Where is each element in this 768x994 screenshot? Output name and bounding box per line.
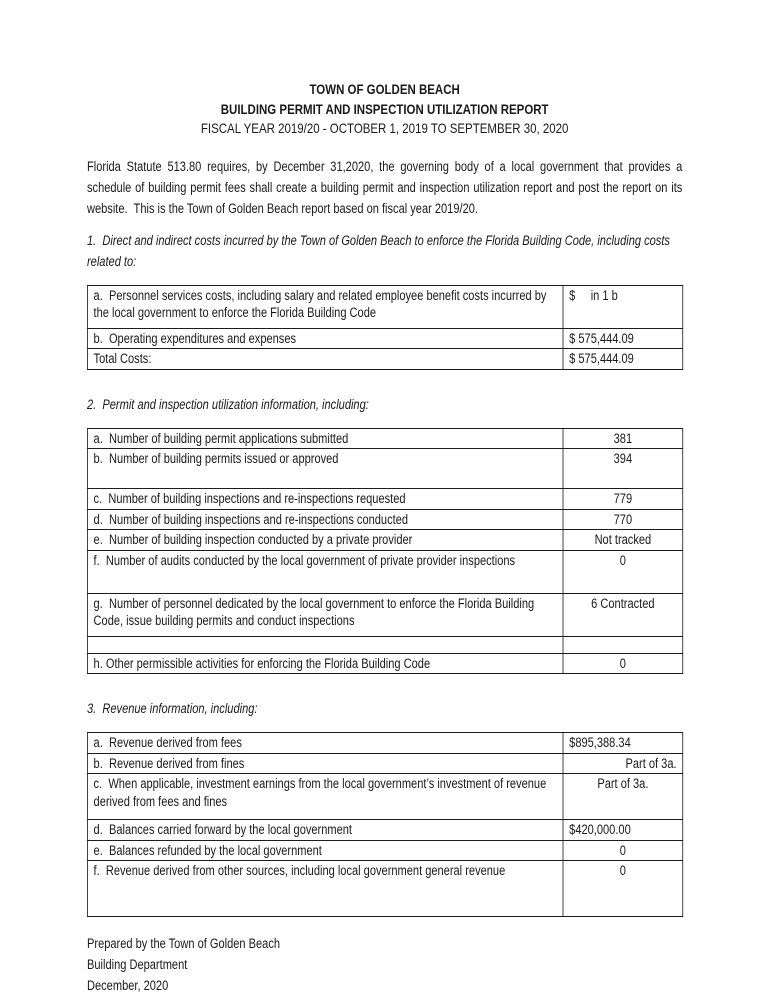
doc-subtitle-fiscal-year: FISCAL YEAR 2019/20 - OCTOBER 1, 2019 TO SEPTEMBER 30, 2020 (200, 120, 569, 136)
table-row-total (87, 349, 682, 370)
row-value: 779 (563, 489, 683, 510)
table-row (87, 328, 682, 349)
intro-paragraph: Florida Statute 513.80 requires, by December 31,2020, the governing body of a local government that provides a schedule of building permit fees shall create a building permit and inspection utilization report and post the report on its website. This is the Town of Golden Beach report based on fiscal year 2019/20. (87, 158, 686, 216)
table-row (87, 489, 682, 510)
footer-prepared-by: Prepared by the Town of Golden Beach (87, 936, 281, 951)
table-row (87, 733, 682, 754)
row-label: h. Other permissible activities for enforcing the Florida Building Code (87, 653, 563, 674)
row-value: 0 (563, 861, 683, 917)
row-value: 0 (563, 840, 683, 861)
row-value: $ 575,444.09 (563, 349, 683, 370)
table-row (87, 820, 682, 841)
row-label: b. Operating expenditures and expenses (87, 328, 563, 349)
row-value: Part of 3a. (563, 753, 683, 774)
row-value: $ in 1 b (563, 285, 683, 328)
row-label: e. Number of building inspection conducted by a private provider (87, 530, 563, 551)
row-label: c. When applicable, investment earnings from the local government’s investment of revenue derived from fees and fines (87, 774, 563, 820)
row-value: $ 575,444.09 (563, 328, 683, 349)
section2-heading: 2. Permit and inspection utilization information, including: (87, 396, 369, 412)
doc-title-line-2: BUILDING PERMIT AND INSPECTION UTILIZATION REPORT (220, 100, 549, 117)
row-value (563, 636, 683, 653)
row-label: d. Balances carried forward by the local government (87, 820, 563, 841)
table-row (87, 530, 682, 551)
footer-date: December, 2020 (87, 978, 169, 993)
table-row (87, 774, 682, 820)
row-value: 381 (563, 428, 683, 449)
row-label: Total Costs: (87, 349, 563, 370)
row-label: a. Number of building permit applications submitted (87, 428, 563, 449)
row-label: b. Number of building permits issued or approved (87, 449, 563, 489)
row-label: a. Personnel services costs, including salary and related employee benefit costs incurred by the local government to enforce the Florida Building Code (87, 285, 563, 328)
row-label: d. Number of building inspections and re-inspections conducted (87, 509, 563, 530)
row-label (87, 636, 563, 653)
row-label: b. Revenue derived from fines (87, 753, 563, 774)
row-value: 6 Contracted (563, 593, 683, 636)
row-value: 394 (563, 449, 683, 489)
table-row (87, 861, 682, 917)
table-row-empty (87, 636, 682, 653)
row-label: f. Number of audits conducted by the local government of private provider inspections (87, 550, 563, 593)
utilization-table (87, 428, 683, 675)
row-value: 770 (563, 509, 683, 530)
table-row (87, 285, 682, 328)
costs-table (87, 285, 683, 370)
footer-department: Building Department (87, 957, 188, 972)
table-row (87, 653, 682, 674)
table-row (87, 753, 682, 774)
table-row (87, 550, 682, 593)
row-value: Not tracked (563, 530, 683, 551)
document-header (87, 80, 682, 139)
row-value: 0 (563, 550, 683, 593)
table-row (87, 449, 682, 489)
table-row (87, 509, 682, 530)
row-label: a. Revenue derived from fees (87, 733, 563, 754)
row-value: $420,000.00 (563, 820, 683, 841)
row-value: $895,388.34 (563, 733, 683, 754)
doc-title-line-1: TOWN OF GOLDEN BEACH (309, 81, 460, 97)
table-row (87, 428, 682, 449)
section3-heading: 3. Revenue information, including: (87, 701, 258, 716)
row-label: e. Balances refunded by the local government (87, 840, 563, 861)
row-label: g. Number of personnel dedicated by the local government to enforce the Florida Building Code, issue building permits and conduct inspections (87, 593, 563, 636)
section1-heading: 1. Direct and indirect costs incurred by the Town of Golden Beach to enforce the Florida Building Code, including costs related to: (87, 232, 674, 269)
table-row (87, 593, 682, 636)
document-content (87, 80, 686, 994)
table-row (87, 840, 682, 861)
row-value: Part of 3a. (563, 774, 683, 820)
document-footer (87, 933, 682, 994)
row-label: c. Number of building inspections and re-inspections requested (87, 489, 563, 510)
revenue-table (87, 732, 683, 917)
row-value: 0 (563, 653, 683, 674)
row-label: f. Revenue derived from other sources, including local government general revenue (87, 861, 563, 917)
